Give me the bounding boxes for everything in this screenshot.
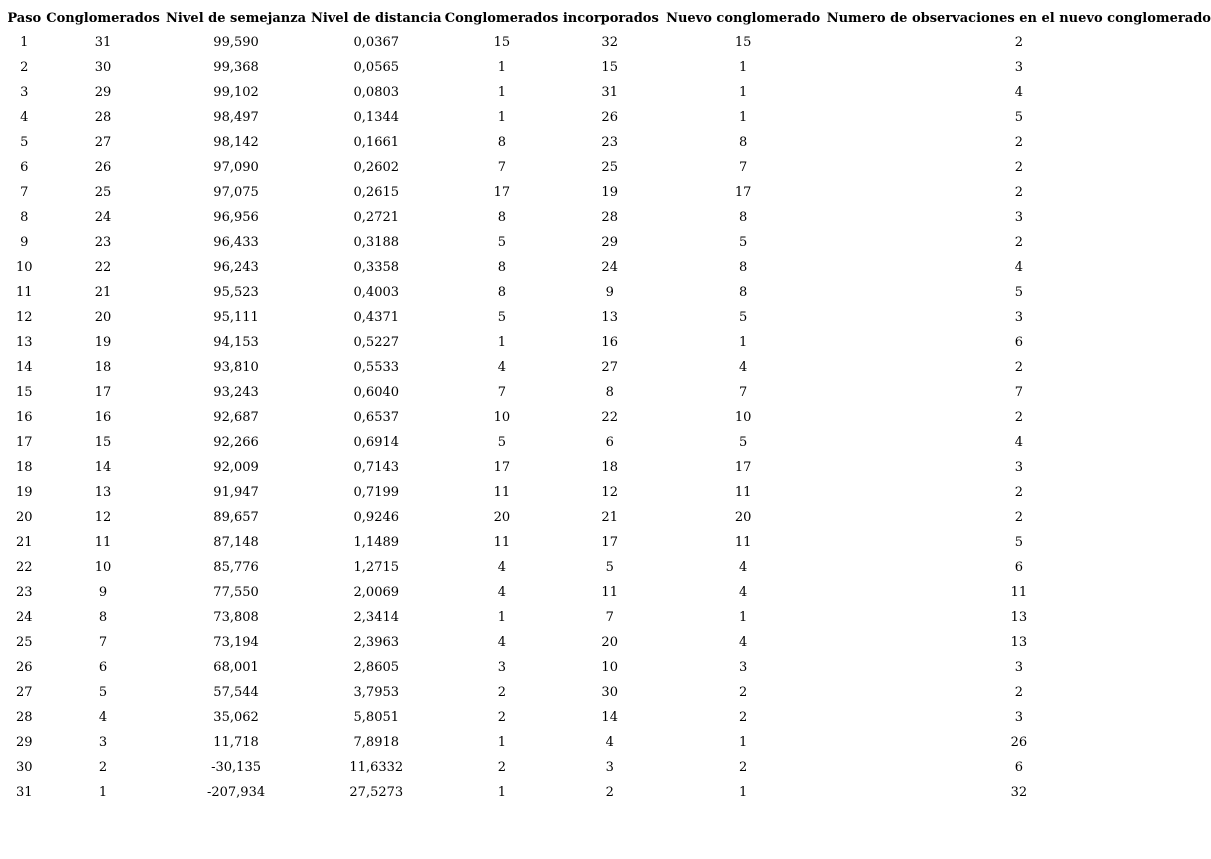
cell-incorporado-b: 18 — [601, 460, 618, 475]
cell-conglomerados: 11 — [94, 535, 112, 550]
cell-paso: 7 — [20, 185, 29, 200]
cell-numero-observaciones: 7 — [1014, 385, 1023, 400]
cell-nivel-distancia: 0,4371 — [353, 310, 400, 325]
cell-incorporado-b: 4 — [605, 735, 614, 750]
cell-incorporado-a: 2 — [497, 710, 506, 725]
cell-incorporado-b: 23 — [601, 135, 618, 150]
cell-incorporado-a: 7 — [497, 385, 506, 400]
cell-nivel-semejanza: 87,148 — [213, 535, 259, 550]
table-row — [6, 205, 1211, 230]
cell-nivel-semejanza: 98,142 — [213, 135, 259, 150]
cell-conglomerados: 2 — [98, 760, 108, 775]
cell-incorporado-b: 30 — [601, 685, 618, 700]
col-header-conglomerados: Conglomerados — [46, 10, 160, 26]
cell-numero-observaciones: 13 — [1010, 635, 1028, 650]
cell-nivel-distancia: 2,3963 — [353, 635, 400, 650]
cell-nivel-distancia: 0,0367 — [353, 35, 400, 50]
cell-nivel-distancia: 0,0565 — [353, 60, 400, 75]
cell-conglomerados: 31 — [94, 35, 112, 50]
table-row — [6, 155, 1211, 180]
cell-conglomerados: 16 — [94, 410, 112, 425]
cell-numero-observaciones: 2 — [1014, 485, 1023, 500]
table-row — [6, 755, 1211, 780]
table-row — [6, 530, 1211, 555]
cell-conglomerados: 26 — [94, 160, 112, 175]
cell-nivel-distancia: 0,3358 — [353, 260, 400, 275]
cell-paso: 27 — [16, 685, 33, 700]
table-row — [6, 80, 1211, 105]
cell-nivel-semejanza: 96,956 — [213, 210, 259, 225]
cell-nivel-semejanza: 77,550 — [213, 585, 259, 600]
cell-nivel-distancia: 0,0803 — [353, 85, 400, 100]
cell-conglomerados: 13 — [94, 485, 112, 500]
cell-paso: 4 — [20, 110, 29, 125]
col-header-nuevo-conglomerado: Nuevo conglomerado — [666, 10, 821, 26]
cell-nuevo-conglomerado: 1 — [739, 335, 748, 350]
cell-nuevo-conglomerado: 11 — [734, 535, 752, 550]
table-row — [6, 730, 1211, 755]
cell-conglomerados: 12 — [94, 510, 112, 525]
cell-nuevo-conglomerado: 5 — [739, 310, 748, 325]
cell-nivel-semejanza: 99,368 — [213, 60, 259, 75]
cell-conglomerados: 6 — [98, 660, 108, 675]
cell-paso: 17 — [16, 435, 33, 450]
cell-nuevo-conglomerado: 1 — [739, 735, 748, 750]
cell-nivel-distancia: 0,7143 — [353, 460, 400, 475]
cell-nivel-distancia: 0,7199 — [353, 485, 400, 500]
cell-incorporado-b: 2 — [605, 785, 614, 800]
cell-paso: 23 — [16, 585, 33, 600]
cell-paso: 26 — [16, 660, 33, 675]
cell-nuevo-conglomerado: 8 — [739, 210, 748, 225]
cell-paso: 30 — [16, 760, 33, 775]
cell-nivel-distancia: 0,6537 — [353, 410, 400, 425]
cell-incorporado-a: 1 — [497, 60, 506, 75]
table-row — [6, 105, 1211, 130]
cell-numero-observaciones: 2 — [1014, 360, 1023, 375]
cell-paso: 11 — [16, 285, 33, 300]
table-header-row — [6, 6, 1211, 30]
cell-nuevo-conglomerado: 3 — [739, 660, 748, 675]
table-row — [6, 180, 1211, 205]
cell-nivel-distancia: 0,5227 — [353, 335, 400, 350]
cell-nivel-distancia: 3,7953 — [353, 685, 400, 700]
cell-nivel-semejanza: 98,497 — [213, 110, 259, 125]
cell-paso: 20 — [16, 510, 33, 525]
cell-nivel-distancia: 1,1489 — [353, 535, 400, 550]
cell-incorporado-b: 12 — [601, 485, 618, 500]
cell-paso: 25 — [16, 635, 33, 650]
cell-incorporado-a: 20 — [493, 510, 511, 525]
cell-incorporado-b: 26 — [601, 110, 618, 125]
cell-paso: 24 — [16, 610, 33, 625]
cell-numero-observaciones: 3 — [1014, 310, 1023, 325]
table-row — [6, 680, 1211, 705]
cell-nuevo-conglomerado: 20 — [734, 510, 752, 525]
cell-incorporado-a: 11 — [493, 535, 511, 550]
cell-incorporado-b: 20 — [601, 635, 618, 650]
cell-incorporado-b: 11 — [601, 585, 618, 600]
cell-paso: 13 — [16, 335, 33, 350]
cell-paso: 1 — [20, 35, 29, 50]
table-row — [6, 30, 1211, 55]
cell-numero-observaciones: 5 — [1014, 110, 1023, 125]
cell-numero-observaciones: 2 — [1014, 510, 1023, 525]
cell-nivel-semejanza: 57,544 — [213, 685, 259, 700]
cell-incorporado-a: 2 — [497, 685, 506, 700]
cell-incorporado-b: 21 — [601, 510, 618, 525]
cell-nivel-distancia: 1,2715 — [353, 560, 400, 575]
cell-numero-observaciones: 26 — [1010, 735, 1028, 750]
cell-numero-observaciones: 6 — [1014, 335, 1023, 350]
table-row — [6, 355, 1211, 380]
cell-nivel-semejanza: 99,102 — [213, 85, 259, 100]
cell-nuevo-conglomerado: 1 — [739, 85, 748, 100]
cell-conglomerados: 20 — [94, 310, 112, 325]
table-row — [6, 255, 1211, 280]
table-row — [6, 705, 1211, 730]
cell-nuevo-conglomerado: 5 — [739, 235, 748, 250]
cell-nuevo-conglomerado: 17 — [734, 185, 752, 200]
cell-conglomerados: 27 — [94, 135, 112, 150]
cell-incorporado-b: 14 — [601, 710, 618, 725]
cell-incorporado-a: 3 — [497, 660, 506, 675]
cell-nuevo-conglomerado: 1 — [739, 610, 748, 625]
table-row — [6, 780, 1211, 805]
cell-incorporado-b: 8 — [605, 385, 614, 400]
cell-conglomerados: 4 — [98, 710, 108, 725]
cell-paso: 28 — [16, 710, 33, 725]
cell-numero-observaciones: 5 — [1014, 535, 1023, 550]
cell-incorporado-a: 8 — [497, 210, 506, 225]
cell-nuevo-conglomerado: 7 — [739, 160, 748, 175]
cell-conglomerados: 18 — [94, 360, 112, 375]
cell-paso: 22 — [16, 560, 33, 575]
cell-paso: 16 — [16, 410, 33, 425]
cell-incorporado-a: 17 — [493, 185, 511, 200]
cell-nivel-distancia: 0,9246 — [353, 510, 400, 525]
cell-numero-observaciones: 5 — [1014, 285, 1023, 300]
cell-nivel-distancia: 2,8605 — [353, 660, 400, 675]
cell-nivel-semejanza: 68,001 — [213, 660, 259, 675]
cell-incorporado-b: 31 — [601, 85, 618, 100]
table-row — [6, 405, 1211, 430]
cell-nivel-distancia: 0,2721 — [353, 210, 400, 225]
cell-numero-observaciones: 11 — [1010, 585, 1028, 600]
cell-nivel-semejanza: 35,062 — [213, 710, 259, 725]
table-row — [6, 430, 1211, 455]
cell-incorporado-a: 4 — [497, 635, 506, 650]
cell-paso: 10 — [16, 260, 33, 275]
table-row — [6, 330, 1211, 355]
cell-nuevo-conglomerado: 4 — [739, 635, 748, 650]
cell-paso: 29 — [16, 735, 33, 750]
col-header-nivel-semejanza: Nivel de semejanza — [166, 10, 307, 26]
cell-nivel-distancia: 0,2602 — [353, 160, 400, 175]
cell-paso: 18 — [16, 460, 33, 475]
cell-incorporado-a: 2 — [497, 760, 506, 775]
col-header-conglomerados-incorporados: Conglomerados incorporados — [444, 10, 659, 26]
cell-numero-observaciones: 6 — [1014, 760, 1023, 775]
cell-paso: 19 — [16, 485, 33, 500]
table-row — [6, 630, 1211, 655]
cell-incorporado-a: 7 — [497, 160, 506, 175]
cell-nivel-semejanza: 85,776 — [213, 560, 259, 575]
cell-nivel-distancia: 5,8051 — [353, 710, 400, 725]
cell-nuevo-conglomerado: 2 — [739, 685, 748, 700]
cell-numero-observaciones: 6 — [1014, 560, 1023, 575]
cell-incorporado-a: 4 — [497, 560, 506, 575]
cell-numero-observaciones: 2 — [1014, 410, 1023, 425]
cell-nuevo-conglomerado: 8 — [739, 135, 748, 150]
table-row — [6, 305, 1211, 330]
cell-numero-observaciones: 4 — [1014, 85, 1023, 100]
cell-nivel-semejanza: 94,153 — [213, 335, 259, 350]
cell-nivel-semejanza: 97,090 — [213, 160, 259, 175]
cell-incorporado-a: 8 — [497, 285, 506, 300]
cell-incorporado-a: 17 — [493, 460, 511, 475]
cell-nuevo-conglomerado: 4 — [739, 585, 748, 600]
cell-conglomerados: 21 — [94, 285, 112, 300]
table-row — [6, 130, 1211, 155]
cell-nivel-semejanza: -207,934 — [206, 785, 266, 800]
cell-numero-observaciones: 3 — [1014, 660, 1023, 675]
cell-conglomerados: 28 — [94, 110, 112, 125]
cell-nuevo-conglomerado: 11 — [734, 485, 752, 500]
cell-numero-observaciones: 2 — [1014, 235, 1023, 250]
cell-nivel-semejanza: 97,075 — [213, 185, 259, 200]
table-row — [6, 455, 1211, 480]
cell-nivel-distancia: 0,1344 — [353, 110, 400, 125]
cell-conglomerados: 8 — [98, 610, 108, 625]
table-row — [6, 655, 1211, 680]
col-header-paso: Paso — [7, 10, 42, 26]
cell-nuevo-conglomerado: 1 — [739, 60, 748, 75]
cell-nivel-distancia: 0,1661 — [353, 135, 400, 150]
cell-nuevo-conglomerado: 10 — [734, 410, 752, 425]
cell-incorporado-a: 8 — [497, 260, 506, 275]
cell-numero-observaciones: 3 — [1014, 60, 1023, 75]
cell-numero-observaciones: 13 — [1010, 610, 1028, 625]
cell-nivel-semejanza: 95,523 — [213, 285, 259, 300]
cell-nivel-semejanza: 92,687 — [213, 410, 259, 425]
cell-conglomerados: 29 — [94, 85, 112, 100]
cell-numero-observaciones: 2 — [1014, 135, 1023, 150]
cell-paso: 8 — [20, 210, 29, 225]
cell-incorporado-b: 27 — [601, 360, 618, 375]
cell-conglomerados: 17 — [94, 385, 112, 400]
cell-nivel-distancia: 27,5273 — [349, 785, 404, 800]
cell-nuevo-conglomerado: 1 — [739, 110, 748, 125]
cell-incorporado-b: 10 — [601, 660, 618, 675]
cell-nivel-distancia: 0,6914 — [353, 435, 400, 450]
table-row — [6, 580, 1211, 605]
cell-nivel-semejanza: 99,590 — [213, 35, 259, 50]
cell-nivel-semejanza: 96,243 — [213, 260, 259, 275]
cell-incorporado-b: 13 — [601, 310, 618, 325]
cell-nivel-semejanza: 93,810 — [213, 360, 259, 375]
cell-nivel-semejanza: 73,194 — [213, 635, 259, 650]
cell-incorporado-a: 4 — [497, 360, 506, 375]
cell-conglomerados: 19 — [94, 335, 112, 350]
cell-nuevo-conglomerado: 5 — [739, 435, 748, 450]
cell-incorporado-a: 1 — [497, 85, 506, 100]
cell-paso: 3 — [20, 85, 29, 100]
table-row — [6, 480, 1211, 505]
cell-nivel-distancia: 0,3188 — [353, 235, 400, 250]
cell-incorporado-b: 28 — [601, 210, 618, 225]
cell-numero-observaciones: 2 — [1014, 685, 1023, 700]
cell-paso: 14 — [16, 360, 33, 375]
cell-incorporado-b: 29 — [601, 235, 618, 250]
cell-incorporado-b: 5 — [605, 560, 614, 575]
cell-incorporado-a: 1 — [497, 110, 506, 125]
cell-incorporado-a: 5 — [497, 435, 506, 450]
table-row — [6, 280, 1211, 305]
cell-nivel-distancia: 11,6332 — [349, 760, 404, 775]
cell-nuevo-conglomerado: 17 — [734, 460, 752, 475]
cell-incorporado-b: 22 — [601, 410, 618, 425]
cell-nivel-distancia: 0,5533 — [353, 360, 400, 375]
cell-incorporado-b: 25 — [601, 160, 618, 175]
cell-nivel-semejanza: 91,947 — [213, 485, 259, 500]
cell-numero-observaciones: 2 — [1014, 160, 1023, 175]
cell-conglomerados: 22 — [94, 260, 112, 275]
cell-nivel-distancia: 7,8918 — [353, 735, 400, 750]
cell-conglomerados: 5 — [98, 685, 108, 700]
cell-paso: 9 — [20, 235, 29, 250]
table-row — [6, 555, 1211, 580]
cell-numero-observaciones: 4 — [1014, 260, 1023, 275]
cell-incorporado-b: 9 — [605, 285, 614, 300]
table-row — [6, 230, 1211, 255]
cell-numero-observaciones: 2 — [1014, 185, 1023, 200]
cell-paso: 31 — [16, 785, 33, 800]
cell-nuevo-conglomerado: 1 — [739, 785, 748, 800]
cell-conglomerados: 9 — [98, 585, 108, 600]
cell-nivel-semejanza: 11,718 — [213, 735, 259, 750]
cell-nuevo-conglomerado: 15 — [734, 35, 752, 50]
cell-conglomerados: 14 — [94, 460, 112, 475]
cell-incorporado-b: 24 — [601, 260, 618, 275]
cell-nivel-semejanza: 96,433 — [213, 235, 259, 250]
cell-incorporado-a: 1 — [497, 610, 506, 625]
cell-incorporado-a: 10 — [493, 410, 511, 425]
cell-numero-observaciones: 3 — [1014, 460, 1023, 475]
cell-incorporado-a: 8 — [497, 135, 506, 150]
cell-paso: 2 — [20, 60, 29, 75]
cell-paso: 5 — [20, 135, 29, 150]
cell-incorporado-a: 4 — [497, 585, 506, 600]
cell-nuevo-conglomerado: 8 — [739, 260, 748, 275]
cell-nivel-distancia: 2,3414 — [353, 610, 400, 625]
col-header-numero-observaciones: Numero de observaciones en el nuevo conglomerado — [826, 10, 1211, 26]
table-row — [6, 505, 1211, 530]
cell-incorporado-b: 3 — [605, 760, 614, 775]
cell-numero-observaciones: 3 — [1014, 210, 1023, 225]
cell-incorporado-b: 15 — [601, 60, 618, 75]
cell-nuevo-conglomerado: 2 — [739, 710, 748, 725]
cell-nivel-semejanza: 92,266 — [213, 435, 259, 450]
cell-incorporado-b: 32 — [601, 35, 618, 50]
cell-paso: 12 — [16, 310, 33, 325]
cell-incorporado-a: 1 — [497, 785, 506, 800]
cell-numero-observaciones: 2 — [1014, 35, 1023, 50]
table-body — [6, 30, 1211, 805]
cell-numero-observaciones: 32 — [1010, 785, 1028, 800]
cell-incorporado-b: 19 — [601, 185, 618, 200]
table-row — [6, 380, 1211, 405]
cell-nuevo-conglomerado: 2 — [739, 760, 748, 775]
cell-incorporado-a: 1 — [497, 735, 506, 750]
cell-incorporado-b: 16 — [601, 335, 618, 350]
col-header-nivel-distancia: Nivel de distancia — [311, 10, 442, 26]
cell-incorporado-a: 15 — [493, 35, 511, 50]
cell-nuevo-conglomerado: 4 — [739, 560, 748, 575]
cell-incorporado-a: 5 — [497, 310, 506, 325]
cell-paso: 21 — [16, 535, 33, 550]
cell-nivel-semejanza: 73,808 — [213, 610, 259, 625]
cell-conglomerados: 1 — [98, 785, 108, 800]
cell-nivel-distancia: 2,0069 — [353, 585, 400, 600]
cell-paso: 15 — [16, 385, 33, 400]
cell-conglomerados: 10 — [94, 560, 112, 575]
cell-incorporado-b: 17 — [601, 535, 618, 550]
cell-nivel-semejanza: 89,657 — [213, 510, 259, 525]
cell-nivel-distancia: 0,4003 — [353, 285, 400, 300]
cell-conglomerados: 30 — [94, 60, 112, 75]
cell-numero-observaciones: 4 — [1014, 435, 1023, 450]
cell-conglomerados: 3 — [98, 735, 108, 750]
cell-conglomerados: 24 — [94, 210, 112, 225]
cell-nivel-semejanza: 93,243 — [213, 385, 259, 400]
cell-incorporado-a: 11 — [493, 485, 511, 500]
cell-nivel-distancia: 0,2615 — [353, 185, 400, 200]
cell-nuevo-conglomerado: 7 — [739, 385, 748, 400]
cell-conglomerados: 23 — [94, 235, 112, 250]
table-row — [6, 55, 1211, 80]
cell-nivel-distancia: 0,6040 — [353, 385, 400, 400]
cell-conglomerados: 15 — [94, 435, 112, 450]
cell-nivel-semejanza: -30,135 — [211, 760, 261, 775]
cell-paso: 6 — [20, 160, 29, 175]
cell-numero-observaciones: 3 — [1014, 710, 1023, 725]
table-row — [6, 605, 1211, 630]
cluster-steps-table — [6, 6, 1211, 805]
cell-nuevo-conglomerado: 8 — [739, 285, 748, 300]
cell-incorporado-b: 7 — [605, 610, 614, 625]
cell-incorporado-a: 1 — [497, 335, 506, 350]
cell-incorporado-b: 6 — [605, 435, 614, 450]
cell-conglomerados: 25 — [94, 185, 112, 200]
cell-nuevo-conglomerado: 4 — [739, 360, 748, 375]
cell-nivel-semejanza: 95,111 — [213, 310, 259, 325]
cell-incorporado-a: 5 — [497, 235, 506, 250]
cell-conglomerados: 7 — [98, 635, 108, 650]
cell-nivel-semejanza: 92,009 — [213, 460, 259, 475]
